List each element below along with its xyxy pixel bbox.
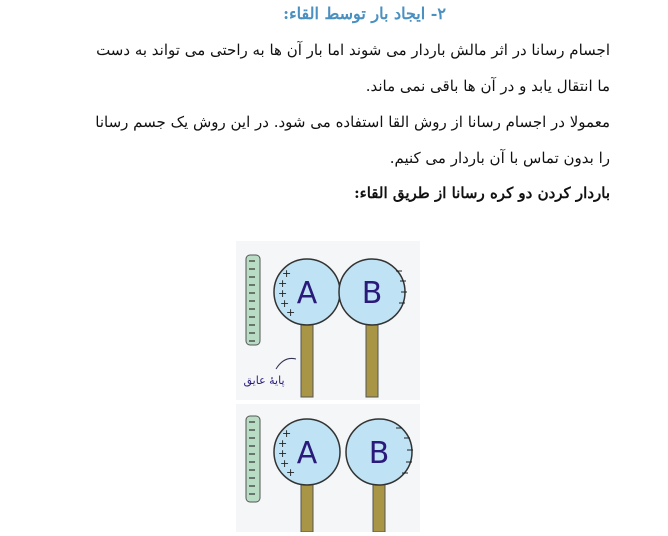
sphere-b-label: B <box>361 276 383 311</box>
subheading: باردار کردن دو کره رسانا از طریق القاء: <box>354 184 610 202</box>
svg-text:+: + <box>278 437 288 450</box>
induction-diagram-separated <box>236 404 420 532</box>
sphere-b-label: B <box>368 436 390 471</box>
stand-b <box>366 323 378 397</box>
svg-text:+: + <box>286 306 296 319</box>
paragraph-1-line-1: اجسام رسانا در اثر مالش باردار می شوند اما بار آن ها به راحتی می تواند به دست <box>96 41 610 59</box>
paragraph-2-line-1: معمولا در اجسام رسانا از روش القا استفاده می شود. در این روش یک جسم رسانا <box>95 113 610 131</box>
charged-rod <box>246 255 260 345</box>
svg-text:+: + <box>280 457 290 470</box>
induction-diagram-touching <box>236 241 420 400</box>
svg-text:+: + <box>282 427 292 440</box>
stand-label: پایهٔ عایق <box>243 374 285 387</box>
sphere-a-label: A <box>296 436 318 471</box>
stand-a <box>301 484 313 532</box>
paragraph-1-line-2: ما انتقال یابد و در آن ها باقی نمی ماند. <box>365 77 610 95</box>
section-heading: ۲- ایجاد بار توسط القاء: <box>283 4 446 23</box>
stand-b <box>373 484 385 532</box>
svg-text:+: + <box>280 297 290 310</box>
svg-text:+: + <box>282 267 292 280</box>
sphere-a-label: A <box>296 276 318 311</box>
charged-rod <box>246 416 260 502</box>
paragraph-2-line-2: را بدون تماس با آن باردار می کنیم. <box>389 149 610 167</box>
svg-text:+: + <box>278 277 288 290</box>
figure-panel-touching <box>236 241 420 400</box>
figure-panel-separated <box>236 404 420 532</box>
stand-a <box>301 323 313 397</box>
svg-text:+: + <box>278 287 288 300</box>
svg-text:+: + <box>278 447 288 460</box>
svg-text:+: + <box>286 466 296 479</box>
label-pointer <box>276 358 296 369</box>
